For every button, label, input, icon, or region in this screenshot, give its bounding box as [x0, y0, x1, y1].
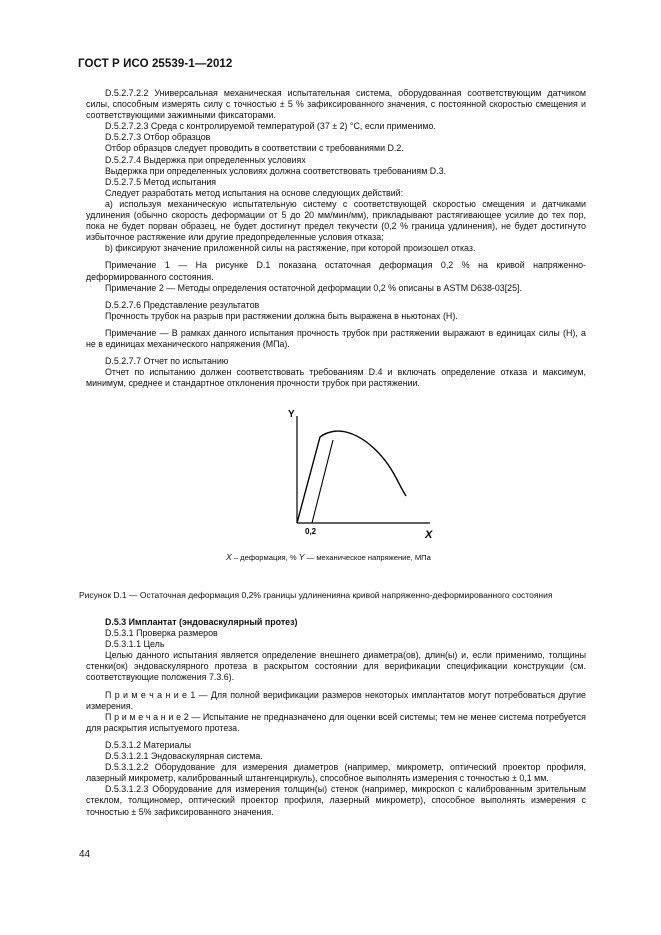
subsection-heading: D.5.2.7.3 Отбор образцов [105, 132, 211, 143]
subsection-heading: D.5.2.7.6 Представление результатов [105, 299, 260, 310]
list-item: b) фиксируют значение приложенной силы на растяжение, при которой произошел отказ. [105, 243, 476, 254]
note: Примечание — В рамках данного испытания прочность трубок при растяжении выражают в единицах силы (Н), а не в единицах механического напряжения (МПа). [86, 327, 586, 349]
paragraph: Отбор образцов следует проводить в соответствии с требованиями D.2. [105, 143, 404, 154]
figure-caption: Рисунок D.1 — Остаточная деформация 0,2% границы удлиненияна кривой напряженно-деформированного состояния [79, 590, 553, 600]
text-block-upper [86, 88, 586, 389]
legend-y-text: — механическое напряжение, МПа [304, 553, 431, 562]
paragraph: D.5.3.1.2.1 Эндоваскулярная система. [105, 751, 263, 762]
paragraph: Отчет по испытанию должен соответствовать требованиям D.4 и включать определение отказа и максимум, минимум, среднее и стандартное отклонения прочности трубок при растяжении. [86, 367, 586, 389]
subsection-heading: D.5.2.7.4 Выдержка при определенных условиях [105, 154, 306, 165]
paragraph: D.5.3.1.2.2 Оборудование для измерения диаметров (например, микрометр, оптический проектор профиля, лазерный микрометр, калиброванный штангенциркуль), способное выполнять измерения с точностью ± 0,1 мм. [86, 762, 586, 784]
subsection-heading: D.5.2.7.5 Метод испытания [105, 176, 217, 187]
paragraph: Следует разработать метод испытания на основе следующих действий: [105, 187, 404, 198]
figure-legend [226, 552, 431, 562]
note: Примечание 2 — Методы определения остаточной деформации 0,2 % описаны в ASTM D638-03[25]. [105, 282, 522, 293]
subsection-heading: D.5.3.1.1 Цель [105, 639, 165, 650]
list-item: a) используя механическую испытательную систему с соответствующей скоростью смещения и датчиками удлинения (обычно скорость деформации от 5 до 20 мм/мин/мм), прикладывают растягивающее усилие до тех пор, пока не будет порван образец, не будет достигнут предел текучести (0,2 % граница удлинения), не будет достигнуто избыточное растяжение или другие предопределенные условия отказа; [86, 198, 586, 243]
page-number: 44 [79, 849, 91, 860]
subsection-heading: D.5.2.7.7 Отчет по испытанию [105, 356, 229, 367]
paragraph: Прочность трубок на разрыв при растяжении должна быть выражена в ньютонах (Н). [105, 310, 458, 321]
note: Примечание 1 — На рисунке D.1 показана остаточная деформация 0,2 % на кривой напряженно-деформированного состояния. [86, 260, 586, 282]
stress-strain-diagram [280, 406, 440, 541]
paragraph: Целью данного испытания является определение внешнего диаметра(ов), длин(ы) и, если применимо, толщины стенки(ок) эндоваскулярного протеза в раскрытом состоянии для верификации спецификации конструкции (см. соответствующие положения 7.3.6). [86, 650, 586, 683]
x-axis-label: X [425, 529, 433, 541]
paragraph: D.5.2.7.2.2 Универсальная механическая испытательная система, оборудованная соответствующим датчиком силы, способным измерять силу с точностью ± 5 % зафиксированного значения, с постоянной скоростью смещения и соответствующими зажимными фиксаторами. [86, 88, 586, 121]
legend-y-symbol: Y [298, 552, 305, 562]
stress-strain-curve [297, 431, 406, 523]
note: П р и м е ч а н и е 1 — Для полной верификации размеров некоторых имплантатов могут потребоваться другие измерения. [86, 689, 586, 711]
stress-strain-figure [280, 406, 440, 541]
legend-x-symbol: X [226, 552, 232, 562]
section-heading: D.5.3 Имплантат (эндоваскулярный протез) [105, 617, 298, 627]
offset-tick-label: 0,2 [305, 527, 317, 536]
note: П р и м е ч а н и е 2 — Испытание не предназначено для оценки всей системы; тем не менее система потребуется для раскрытия испытуемого протеза. [86, 711, 586, 733]
subsection-heading: D.5.3.1 Проверка размеров [105, 628, 218, 639]
standard-header: ГОСТ Р ИСО 25539-1—2012 [78, 58, 233, 70]
y-axis-label: Y [288, 409, 295, 420]
text-block-lower [86, 617, 586, 818]
legend-x-text: – деформация, % [231, 553, 299, 562]
paragraph: Выдержка при определенных условиях должна соответствовать требованиям D.3. [105, 165, 447, 176]
paragraph: D.5.2.7.2.3 Среда с контролируемой температурой (37 ± 2) °С, если применимо. [105, 121, 436, 132]
subsection-heading: D.5.3.1.2 Материалы [105, 739, 192, 750]
paragraph: D.5.3.1.2.3 Оборудование для измерения толщин(ы) стенок (например, микроскоп с калиброванным зрительным стеклом, толщиномер, оптический проектор профиля, лазерный микрометр), способное выполнять измерения с точностью ± 5% зафиксированного значения. [86, 784, 586, 817]
